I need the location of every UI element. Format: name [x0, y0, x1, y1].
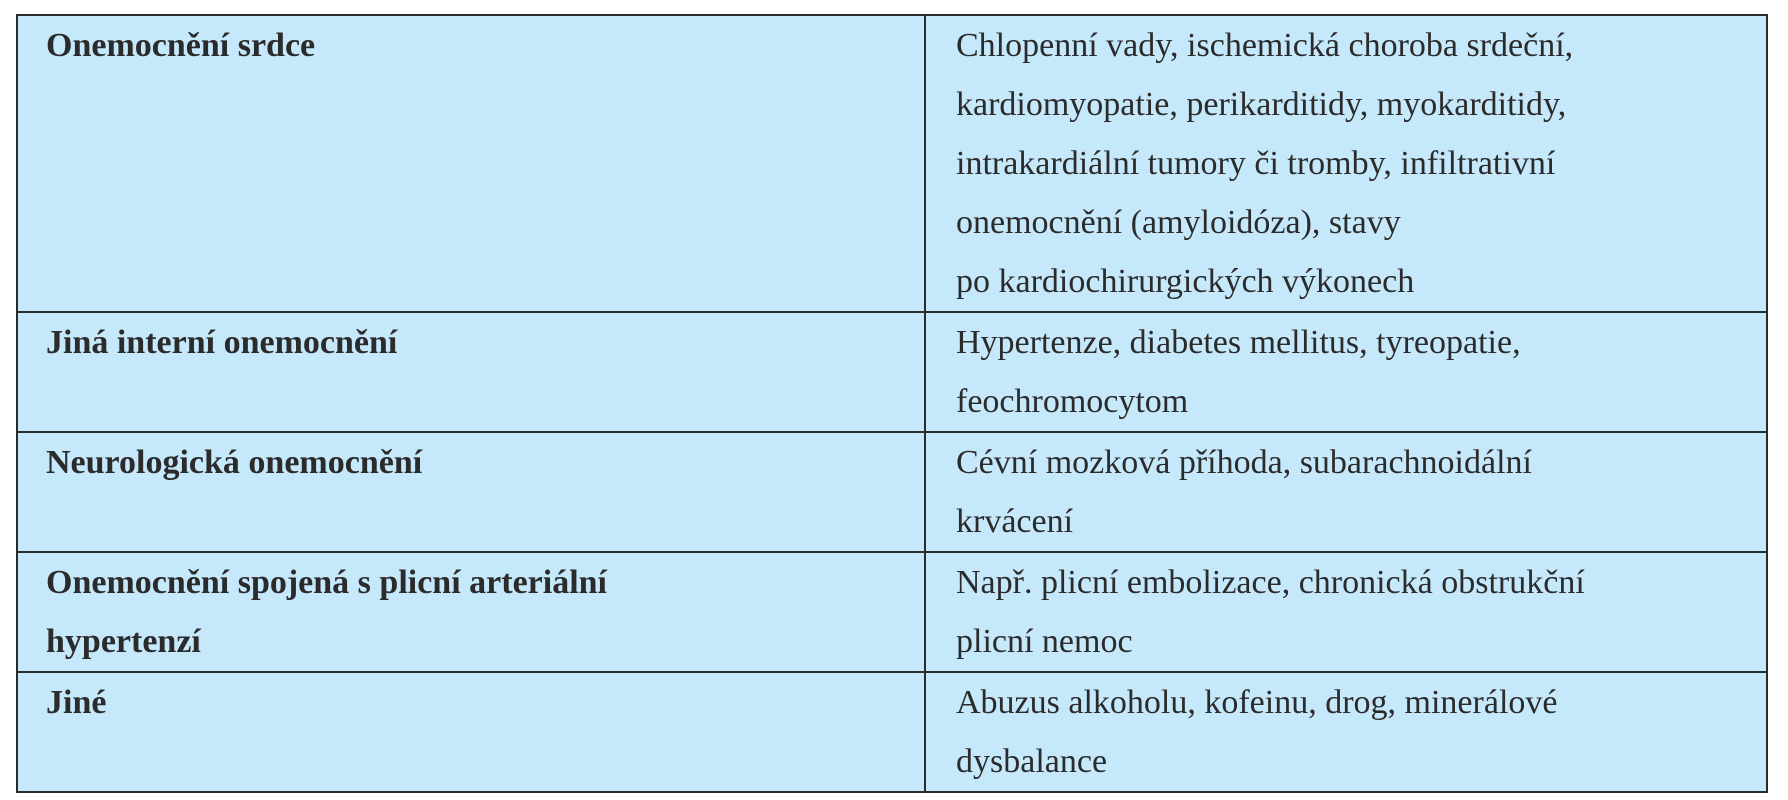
- category-cell: [17, 312, 925, 432]
- causes-text: plicní nemoc: [956, 623, 1133, 660]
- causes-text: po kardiochirurgických výkonech: [956, 263, 1415, 300]
- table-row: [17, 312, 1767, 432]
- category-text: Onemocnění spojená s plicní arteriální: [46, 564, 607, 601]
- causes-text: Chlopenní vady, ischemická choroba srdeční,: [956, 27, 1574, 64]
- category-text: hypertenzí: [46, 623, 201, 660]
- causes-table: [16, 14, 1768, 793]
- table-row: [17, 672, 1767, 792]
- causes-text: krvácení: [956, 503, 1074, 540]
- causes-text: kardiomyopatie, perikarditidy, myokarditidy,: [956, 86, 1567, 123]
- table-row: [17, 552, 1767, 672]
- causes-text: Hypertenze, diabetes mellitus, tyreopatie,: [956, 324, 1521, 361]
- category-cell: [17, 15, 925, 312]
- causes-table-container: [16, 14, 1768, 784]
- category-cell: [17, 672, 925, 792]
- category-text: Jiné: [46, 684, 107, 721]
- causes-text: dysbalance: [956, 743, 1108, 780]
- category-cell: [17, 552, 925, 672]
- category-text: Onemocnění srdce: [46, 27, 316, 64]
- causes-text: feochromocytom: [956, 383, 1189, 420]
- causes-cell: [925, 552, 1767, 672]
- causes-text: intrakardiální tumory či tromby, infiltrativní: [956, 145, 1556, 182]
- category-text: Jiná interní onemocnění: [46, 324, 398, 361]
- causes-text: Např. plicní embolizace, chronická obstrukční: [956, 564, 1585, 601]
- causes-text: onemocnění (amyloidóza), stavy: [956, 204, 1401, 241]
- causes-cell: [925, 15, 1767, 312]
- causes-cell: [925, 432, 1767, 552]
- causes-cell: [925, 312, 1767, 432]
- causes-text: Abuzus alkoholu, kofeinu, drog, minerálové: [956, 684, 1558, 721]
- causes-cell: [925, 672, 1767, 792]
- causes-text: Cévní mozková příhoda, subarachnoidální: [956, 444, 1532, 481]
- category-cell: [17, 432, 925, 552]
- table-row: [17, 15, 1767, 312]
- category-text: Neurologická onemocnění: [46, 444, 423, 481]
- table-row: [17, 432, 1767, 552]
